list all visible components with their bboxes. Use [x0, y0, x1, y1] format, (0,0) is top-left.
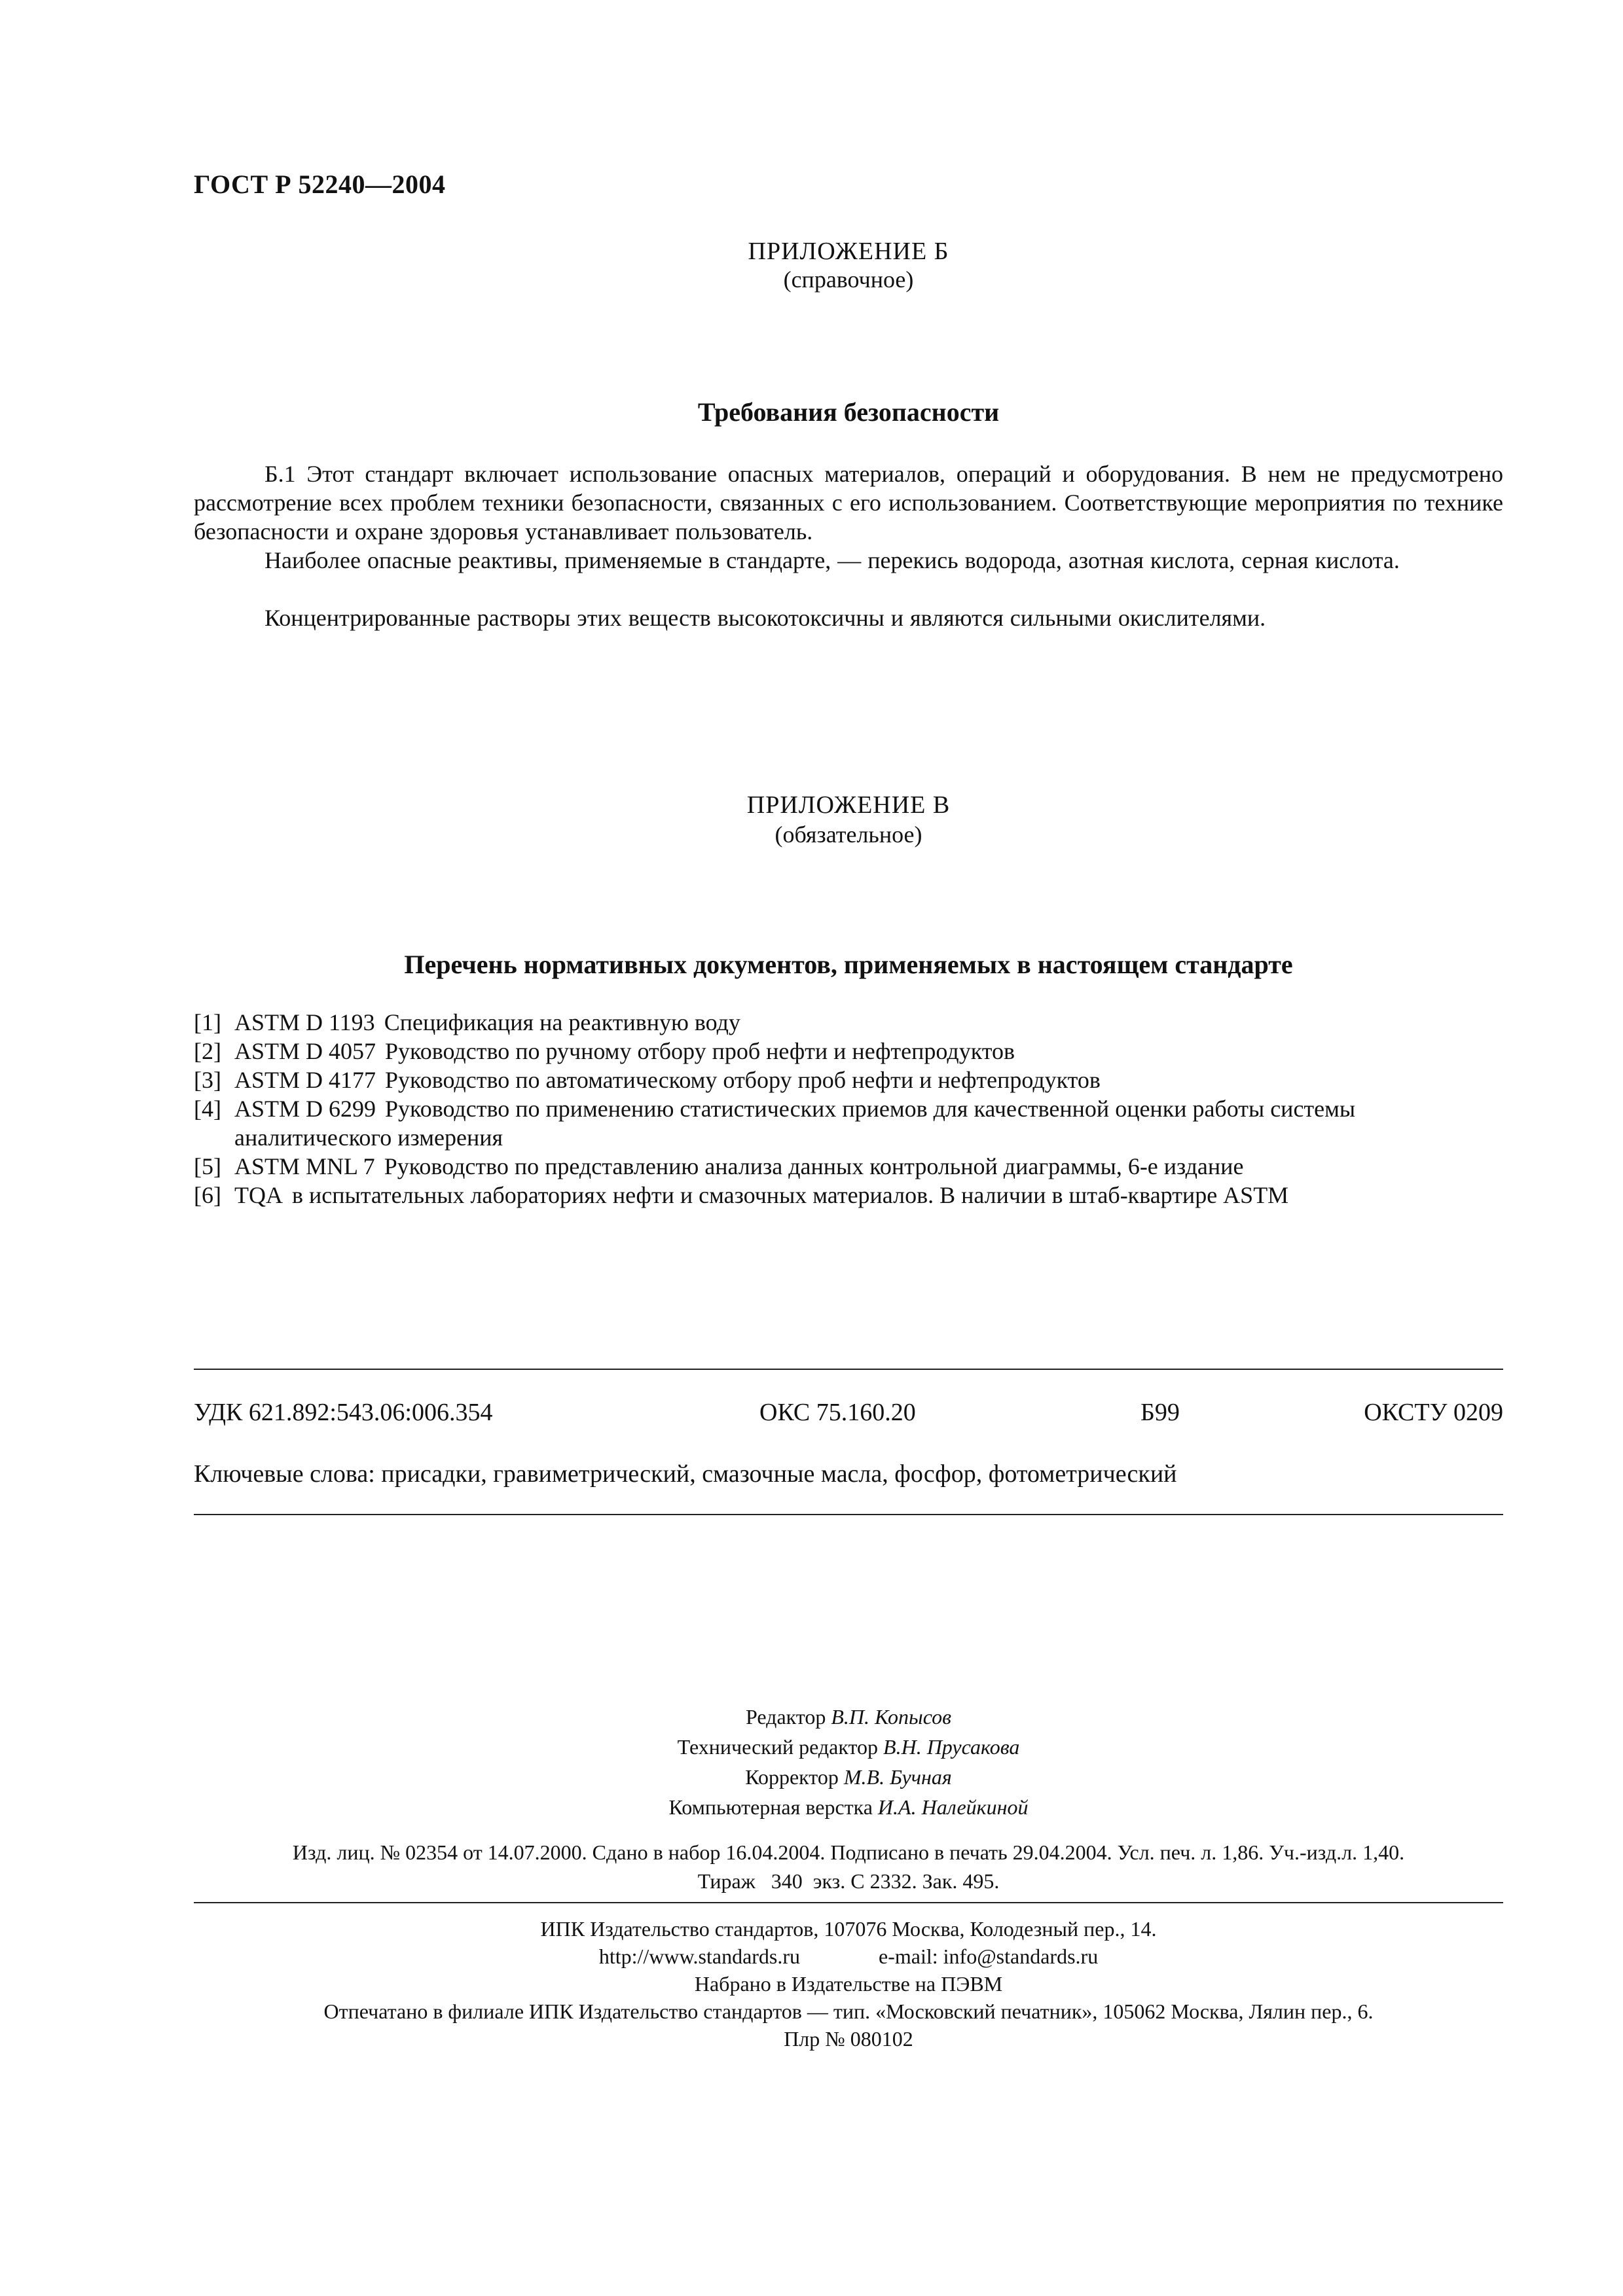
paragraph-text: Наиболее опасные реактивы, применяемые в стандарте, — перекись водорода, азотная кислота, серная кислота. — [264, 547, 1400, 573]
paragraph-text: Концентрированные растворы этих веществ высокотоксичны и являются сильными окислителями. — [264, 605, 1266, 631]
oks-code: ОКС 75.160.20 — [759, 1399, 916, 1426]
divider-bottom — [194, 1514, 1503, 1515]
divider-top — [194, 1369, 1503, 1370]
udk-code: УДК 621.892:543.06:006.354 — [194, 1399, 493, 1426]
document-standard-number: ГОСТ Р 52240—2004 — [194, 170, 446, 199]
publisher-block — [194, 1915, 1503, 2053]
reference-item: [5] ASTM MNL 7 Руководство по представлению анализа данных контрольной диаграммы, 6-е издание — [194, 1153, 1244, 1179]
publisher-printed: Отпечатано в филиале ИПК Издательство стандартов — тип. «Московский печатник», 105062 Москва, Лялин пер., 6. — [323, 2000, 1374, 2023]
publisher-typeset: Набрано в Издательстве на ПЭВМ — [694, 1972, 1003, 1996]
divider-imprint — [194, 1902, 1503, 1903]
reference-item: [4] ASTM D 6299 Руководство по применению статистических приемов для качественной оценки работы системы аналитического измерения — [194, 1096, 1356, 1151]
appendix-b-paragraph-2 — [194, 546, 1503, 575]
reference-item: [1] ASTM D 1193 Спецификация на реактивную воду — [194, 1009, 740, 1035]
appendix-b-title: ПРИЛОЖЕНИЕ Б — [748, 238, 949, 265]
publisher-email: e-mail: info@standards.ru — [879, 1945, 1099, 1968]
keywords: Ключевые слова: присадки, гравиметрический, смазочные масла, фосфор, фотометрический — [194, 1460, 1177, 1488]
publisher-address: ИПК Издательство стандартов, 107076 Москва, Колодезный пер., 14. — [540, 1917, 1157, 1941]
publisher-plr: Плр № 080102 — [784, 2027, 913, 2051]
appendix-b-paragraph-3 — [194, 603, 1503, 632]
reference-item: [6] TQA в испытательных лабораториях нефти и смазочных материалов. В наличии в штаб-квартире ASTM — [194, 1182, 1289, 1208]
imprint-line-2: Тираж 340 экз. С 2332. Зак. 495. — [697, 1869, 1000, 1893]
credit-line: Технический редактор В.Н. Прусакова — [677, 1735, 1020, 1759]
imprint-block — [194, 1838, 1503, 1895]
appendix-v-subtitle: (обязательное) — [775, 821, 922, 848]
publisher-url: http://www.standards.ru — [598, 1945, 801, 1968]
credit-line: Корректор М.В. Бучная — [745, 1765, 952, 1789]
credit-line: Компьютерная верстка И.А. Налейкиной — [668, 1795, 1029, 1819]
appendix-b-paragraph-1 — [194, 459, 1503, 546]
paragraph-text: Б.1 Этот стандарт включает использование опасных материалов, операций и оборудования. В нем не предусмотрено рассмотрение всех проблем техники безопасности, связанных с его использованием. Соответствующие мероприятия по технике безопасности и охране здоровья устанавливает пользователь. — [194, 461, 1503, 545]
appendix-b-heading: Требования безопасности — [697, 397, 1000, 427]
appendix-v-heading: Перечень нормативных документов, применяемых в настоящем стандарте — [404, 950, 1293, 979]
okstu-code: ОКСТУ 0209 — [1364, 1399, 1503, 1426]
imprint-line-1: Изд. лиц. № 02354 от 14.07.2000. Сдано в набор 16.04.2004. Подписано в печать 29.04.2004. Усл. печ. л. 1,86. Уч.-изд.л. 1,40. — [292, 1840, 1405, 1864]
group-code: Б99 — [1140, 1399, 1180, 1426]
credit-line: Редактор В.П. Копысов — [746, 1705, 951, 1729]
publisher-contacts — [194, 1943, 1503, 1970]
appendix-v-title: ПРИЛОЖЕНИЕ В — [746, 791, 951, 819]
credits-block — [194, 1702, 1503, 1822]
appendix-b-subtitle: (справочное) — [783, 266, 914, 293]
reference-item: [3] ASTM D 4177 Руководство по автоматическому отбору проб нефти и нефтепродуктов — [194, 1067, 1101, 1093]
reference-item: [2] ASTM D 4057 Руководство по ручному отбору проб нефти и нефтепродуктов — [194, 1038, 1015, 1064]
reference-list — [194, 1008, 1503, 1210]
